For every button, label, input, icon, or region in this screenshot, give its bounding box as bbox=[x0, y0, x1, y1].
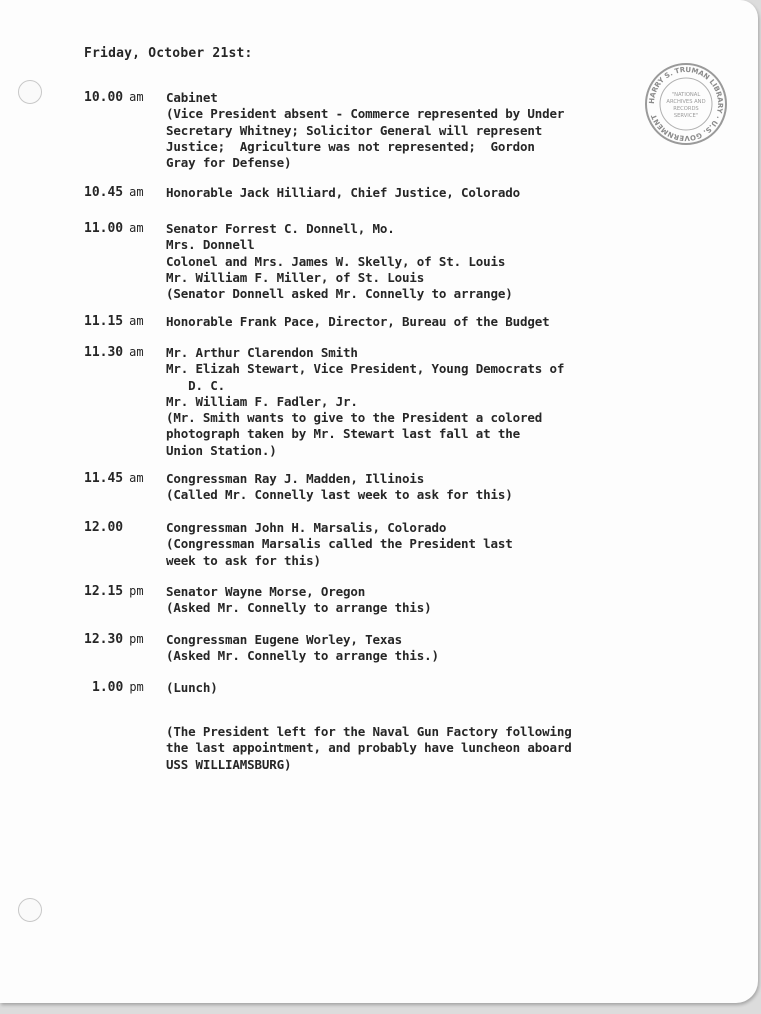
detail-line: Mr. William F. Fadler, Jr. bbox=[166, 393, 358, 409]
appointment-time: 10.45 am bbox=[84, 185, 144, 200]
detail-line: Senator Wayne Morse, Oregon bbox=[166, 584, 366, 599]
appointment-time: 12.00 bbox=[84, 520, 124, 535]
appointment-details bbox=[166, 520, 513, 569]
appointment-details bbox=[166, 680, 218, 696]
detail-line: Union Station.) bbox=[166, 442, 277, 458]
detail-line: D. C. bbox=[166, 377, 226, 393]
appointment-details bbox=[166, 314, 550, 330]
detail-line: Congressman Ray J. Madden, Illinois bbox=[166, 471, 425, 486]
appointment-time: 12.30 pm bbox=[84, 632, 144, 647]
appointment-details bbox=[166, 632, 439, 665]
appointment-details bbox=[166, 221, 513, 302]
detail-line: Honorable Jack Hilliard, Chief Justice, Colorado bbox=[166, 185, 521, 200]
page-heading: Friday, October 21st: bbox=[84, 46, 253, 61]
appointment-time: 11.45 am bbox=[84, 471, 144, 486]
appointment-details bbox=[166, 185, 520, 201]
detail-line: (Asked Mr. Connelly to arrange this) bbox=[166, 600, 432, 616]
detail-line: Congressman John H. Marsalis, Colorado bbox=[166, 520, 447, 535]
detail-line: week to ask for this) bbox=[166, 552, 321, 568]
detail-line: Colonel and Mrs. James W. Skelly, of St. Louis bbox=[166, 253, 506, 269]
detail-line: Senator Forrest C. Donnell, Mo. bbox=[166, 221, 395, 236]
detail-line: Gray for Defense) bbox=[166, 155, 292, 171]
appointment-time: 10.00 am bbox=[84, 90, 144, 105]
detail-line: Secretary Whitney; Solicitor General will represent bbox=[166, 122, 543, 138]
detail-line: (Mr. Smith wants to give to the President a colored bbox=[166, 410, 543, 426]
detail-line: Congressman Eugene Worley, Texas bbox=[166, 632, 403, 647]
appointment-time: 11.30 am bbox=[84, 345, 144, 360]
note-line: USS WILLIAMSBURG) bbox=[166, 756, 292, 772]
detail-line: Honorable Frank Pace, Director, Bureau of the Budget bbox=[166, 314, 550, 329]
detail-line: (Called Mr. Connelly last week to ask for this) bbox=[166, 487, 513, 503]
detail-line: photograph taken by Mr. Stewart last fall at the bbox=[166, 426, 521, 442]
archive-stamp bbox=[644, 62, 728, 146]
appointment-details bbox=[166, 345, 564, 459]
appointment-time: 11.00 am bbox=[84, 221, 144, 236]
appointment-time: 1.00 pm bbox=[92, 680, 144, 695]
appointment-details bbox=[166, 471, 513, 504]
detail-line: Mr. William F. Miller, of St. Louis bbox=[166, 269, 425, 285]
detail-line: (Lunch) bbox=[166, 680, 218, 695]
detail-line: Mr. Elizah Stewart, Vice President, Young Democrats of bbox=[166, 361, 565, 377]
stamp-line: RECORDS bbox=[673, 106, 699, 112]
punch-hole-bottom bbox=[18, 898, 42, 922]
closing-note bbox=[166, 724, 572, 773]
appointment-time: 12.15 pm bbox=[84, 584, 144, 599]
detail-line: (Senator Donnell asked Mr. Connelly to arrange) bbox=[166, 286, 513, 302]
note-line: the last appointment, and probably have luncheon aboard bbox=[166, 740, 572, 756]
detail-line: Justice; Agriculture was not represented; Gordon bbox=[166, 138, 535, 154]
detail-line: Cabinet bbox=[166, 90, 218, 105]
detail-line: (Congressman Marsalis called the President last bbox=[166, 536, 513, 552]
detail-line: Mr. Arthur Clarendon Smith bbox=[166, 345, 358, 360]
stamp-line: SERVICE" bbox=[673, 113, 699, 119]
note-line: (The President left for the Naval Gun Factory following bbox=[166, 724, 572, 739]
detail-line: (Asked Mr. Connelly to arrange this.) bbox=[166, 648, 439, 664]
detail-line: (Vice President absent - Commerce represented by Under bbox=[166, 106, 565, 122]
appointment-details bbox=[166, 584, 432, 617]
appointment-time: 11.15 am bbox=[84, 314, 144, 329]
detail-line: Mrs. Donnell bbox=[166, 237, 255, 253]
stamp-line: ARCHIVES AND bbox=[666, 99, 706, 105]
punch-hole-top bbox=[18, 80, 42, 104]
stamp-line: "NATIONAL bbox=[671, 92, 701, 98]
stamp-ring-text: HARRY S. TRUMAN LIBRARY · U.S. GOVERNMENT bbox=[647, 65, 725, 143]
appointment-details bbox=[166, 90, 564, 171]
